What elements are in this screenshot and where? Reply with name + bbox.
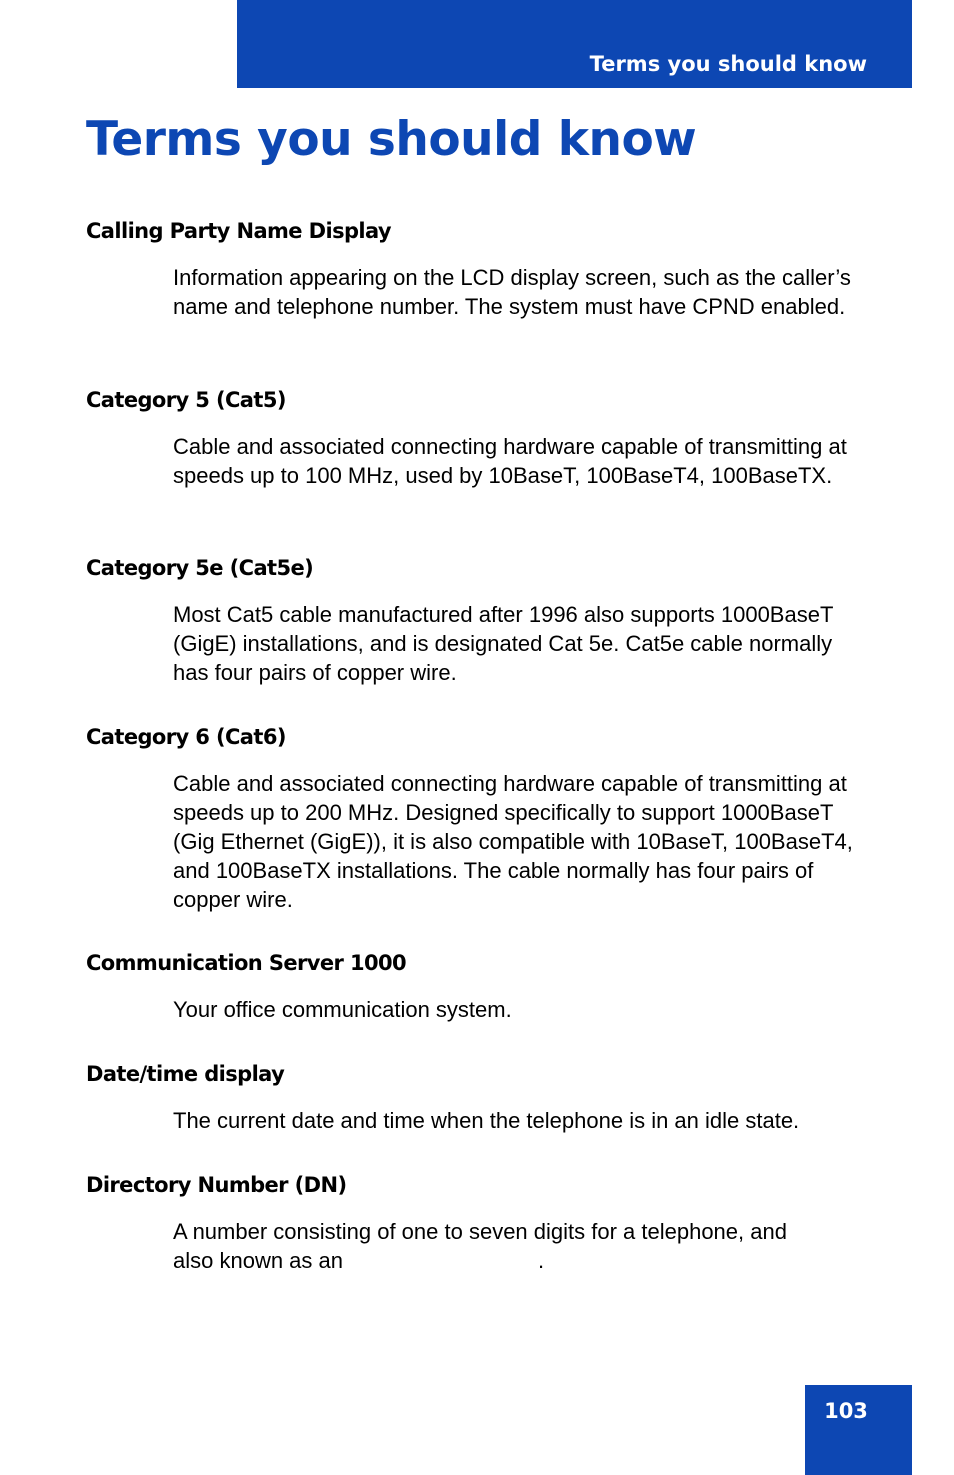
term-definition: Cable and associated connecting hardware capable of transmitting at speeds up to 200 MHz. Designed specifically to support 1000BaseT (Gig Ethernet (GigE)), it is also compatible with 10BaseT, 100BaseT4, and 100BaseTX installations. The cable normally has four pairs of copper wire. bbox=[173, 771, 853, 912]
definition-line-end: . bbox=[538, 1248, 545, 1273]
term-definition: Your office communication system. bbox=[173, 997, 512, 1022]
definition-line: A number consisting of one to seven digits for a telephone, and bbox=[173, 1219, 787, 1244]
term-heading: Category 6 (Cat6) bbox=[86, 725, 286, 749]
term-definition: Cable and associated connecting hardware capable of transmitting at speeds up to 100 MHz, used by 10BaseT, 100BaseT4, 100BaseTX. bbox=[173, 434, 847, 488]
term-heading: Category 5e (Cat5e) bbox=[86, 556, 314, 580]
header-bar bbox=[237, 0, 912, 88]
definition-line: also known as an bbox=[173, 1248, 343, 1273]
term-definition bbox=[173, 1217, 873, 1275]
term-heading: Communication Server 1000 bbox=[86, 951, 407, 975]
page-number-box bbox=[805, 1385, 912, 1475]
term-definition: Most Cat5 cable manufactured after 1996 also supports 1000BaseT (GigE) installations, and is designated Cat 5e. Cat5e cable normally has four pairs of copper wire. bbox=[173, 602, 833, 685]
term-definition: Information appearing on the LCD display screen, such as the caller’s name and telephone number. The system must have CPND enabled. bbox=[173, 265, 851, 319]
page-title: Terms you should know bbox=[86, 112, 697, 167]
running-header-title: Terms you should know bbox=[589, 52, 867, 76]
page-number: 103 bbox=[824, 1399, 868, 1423]
term-heading: Date/time display bbox=[86, 1062, 285, 1086]
term-heading: Directory Number (DN) bbox=[86, 1173, 347, 1197]
term-heading: Calling Party Name Display bbox=[86, 219, 392, 243]
term-heading: Category 5 (Cat5) bbox=[86, 388, 286, 412]
term-definition: The current date and time when the telephone is in an idle state. bbox=[173, 1108, 800, 1133]
